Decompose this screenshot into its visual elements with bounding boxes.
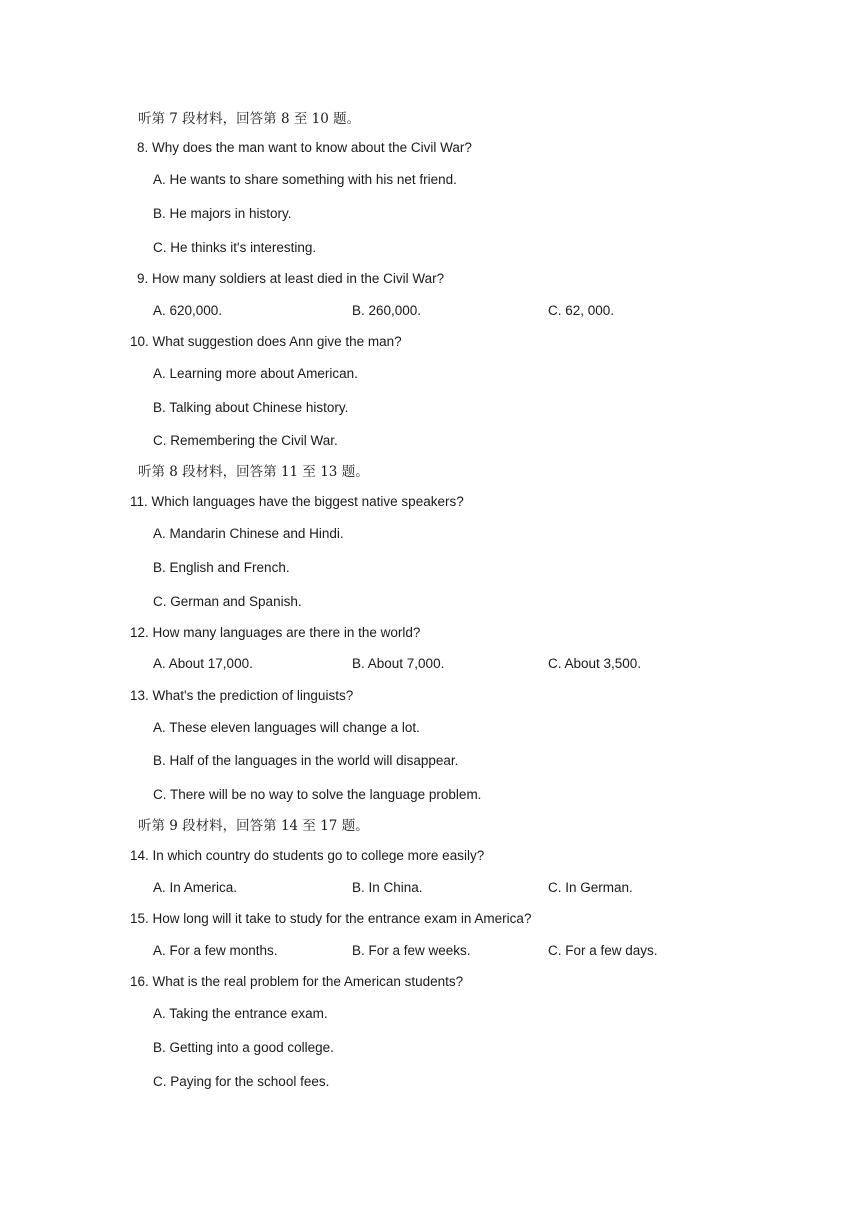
option-a: A. About 17,000. <box>153 656 253 671</box>
question-text: 13. What's the prediction of linguists? <box>130 688 354 703</box>
option-c: C. 62, 000. <box>548 303 615 318</box>
option-b: B. English and French. <box>153 560 290 575</box>
section-heading: 听第 9 段材料，回答第 14 至 17 题。 <box>138 818 369 834</box>
option-a: A. For a few months. <box>153 943 278 958</box>
option-c: C. Paying for the school fees. <box>153 1074 330 1089</box>
option-b: B. In China. <box>352 880 423 895</box>
option-b: B. For a few weeks. <box>352 943 471 958</box>
question-text: 15. How long will it take to study for the entrance exam in America? <box>130 911 532 926</box>
question-text: 8. Why does the man want to know about the Civil War? <box>137 140 472 155</box>
option-b: B. Getting into a good college. <box>153 1040 334 1055</box>
option-a: A. Taking the entrance exam. <box>153 1006 328 1021</box>
option-c: C. Remembering the Civil War. <box>153 433 338 448</box>
option-b: B. He majors in history. <box>153 206 292 221</box>
option-a: A. 620,000. <box>153 303 223 318</box>
section-heading: 听第 7 段材料，回答第 8 至 10 题。 <box>138 111 361 127</box>
option-b: B. Half of the languages in the world will disappear. <box>153 753 459 768</box>
option-b: B. About 7,000. <box>352 656 445 671</box>
option-c: C. There will be no way to solve the language problem. <box>153 787 482 802</box>
option-b: B. Talking about Chinese history. <box>153 400 349 415</box>
question-text: 11. Which languages have the biggest native speakers? <box>130 494 464 509</box>
option-a: A. In America. <box>153 880 238 895</box>
section-heading: 听第 8 段材料，回答第 11 至 13 题。 <box>138 464 369 480</box>
question-text: 10. What suggestion does Ann give the man? <box>130 334 402 349</box>
option-c: C. German and Spanish. <box>153 594 302 609</box>
question-text: 14. In which country do students go to college more easily? <box>130 848 485 863</box>
option-c: C. He thinks it's interesting. <box>153 240 317 255</box>
option-a: A. He wants to share something with his net friend. <box>153 172 457 187</box>
option-a: A. Mandarin Chinese and Hindi. <box>153 526 344 541</box>
question-text: 12. How many languages are there in the world? <box>130 625 421 640</box>
option-c: C. About 3,500. <box>548 656 642 671</box>
option-c: C. For a few days. <box>548 943 658 958</box>
question-text: 16. What is the real problem for the American students? <box>130 974 464 989</box>
option-a: A. These eleven languages will change a lot. <box>153 720 420 735</box>
question-text: 9. How many soldiers at least died in the Civil War? <box>137 271 445 286</box>
option-a: A. Learning more about American. <box>153 366 358 381</box>
option-c: C. In German. <box>548 880 633 895</box>
option-b: B. 260,000. <box>352 303 422 318</box>
